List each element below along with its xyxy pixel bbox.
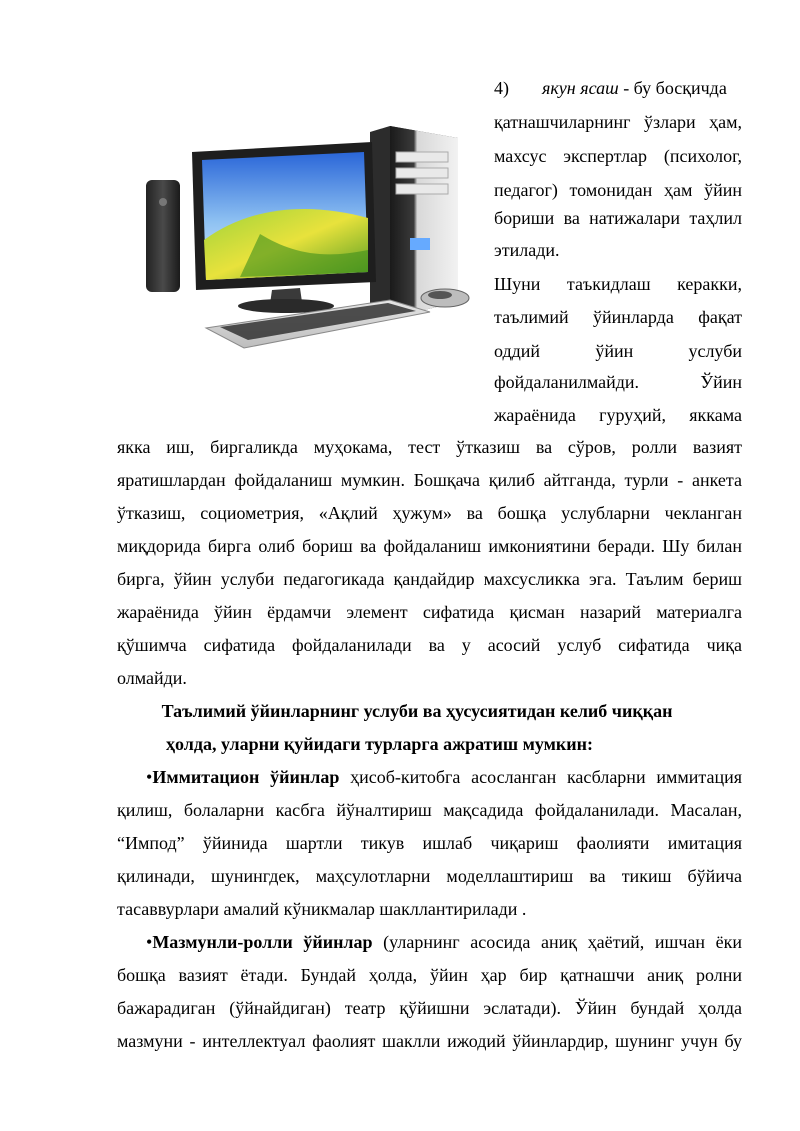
text-line: миқдорида бирга олиб бориш ва фойдаланиш имкониятини беради. Шу билан — [117, 536, 742, 556]
text-line: қўшимча сифатида фойдаланилади ва у асосий услуб сифатида чиқа — [117, 635, 742, 655]
text-line: таълимий ўйинларда фақат — [494, 307, 742, 327]
text-line: яратишлардан фойдаланиш мумкин. Бошқача қилиб айтганда, турли - анкета — [117, 470, 742, 490]
text-line: қилиш, болаларни касбга йўналтириш мақсадида фойдаланилади. Масалан, — [117, 800, 742, 820]
bullet-marker: • — [146, 767, 153, 787]
text-line: бирга, ўйин услуби педагогикада қандайдир махсусликка эга. Таълим бериш — [117, 569, 742, 589]
text-line: Шуни таъкидлаш керакки, — [494, 274, 742, 294]
text-line: ўтказиш, социометрия, «Ақлий ҳужум» ва бошқа услубларни чекланган — [117, 503, 742, 523]
text-line: педагог) томонидан ҳам ўйин — [494, 180, 742, 200]
text-line: якка иш, биргаликда муҳокама, тест ўтказиш ва сўров, ролли вазият — [117, 437, 742, 457]
text-line: оддий ўйин услуби — [494, 341, 742, 361]
bullet-first-line-rest: ҳисоб-китобга асосланган касбларни иммитация — [339, 767, 742, 787]
text-line: қилинади, шунингдек, маҳсулотларни моделлаштириш ва тикиш бўйича — [117, 866, 742, 886]
bullet-marker: • — [146, 932, 153, 952]
text-line: мазмуни - интеллектуал фаолият шаклли ижодий ўйинлардир, шунинг учун бу — [117, 1031, 742, 1051]
text-line: қатнашчиларнинг ўзлари ҳам, — [494, 112, 742, 132]
text-line: “Импод” ўйинида шартли тикув ишлаб чиқариш фаолияти имитация — [117, 833, 742, 853]
text-line: олмайди. — [117, 668, 187, 688]
text-line: фойдаланилмайди. Ўйин — [494, 372, 742, 392]
text-line: бошқа вазият ётади. Бундай ҳолда, ўйин ҳар бир қатнашчи аниқ ролни — [117, 965, 742, 985]
bullet-item-imitation-games — [146, 765, 742, 789]
text-line: бориши ва натижалари таҳлил — [494, 208, 742, 228]
text-line: бажарадиган (ўйнайдиган) театр қўйишни эслатади). Ўйин бундай ҳолда — [117, 998, 742, 1018]
bullet-term: Мазмунли-ролли ўйинлар — [152, 932, 373, 952]
item-term: якун ясаш — [542, 78, 619, 98]
bullet-item-role-games — [146, 930, 742, 954]
bullet-first-line-rest: (уларнинг асосида аниқ ҳаётий, ишчан ёки — [372, 932, 742, 952]
section-heading-line-2: ҳолда, уларни қуйидаги турларга ажратиш мумкин: — [166, 734, 593, 754]
text-line: жараёнида ўйин ёрдамчи элемент сифатида қисман назарий материалга — [117, 602, 742, 622]
text-line: жараёнида гуруҳий, яккама — [494, 405, 742, 425]
text-line: этилади. — [494, 240, 560, 260]
item-number: 4) — [494, 78, 509, 98]
desktop-computer-icon — [140, 122, 480, 362]
text-line: махсус экспертлар (психолог, — [494, 146, 742, 166]
text-line: тасаввурлари амалий кўникмалар шакллантирилади . — [117, 899, 527, 919]
item-first-line-rest: - бу босқичда — [618, 78, 727, 98]
section-heading-line-1: Таълимий ўйинларнинг услуби ва ҳусусиятидан келиб чиққан — [161, 701, 673, 721]
numbered-item-first-line — [494, 76, 742, 100]
bullet-term: Иммитацион ўйинлар — [152, 767, 340, 787]
